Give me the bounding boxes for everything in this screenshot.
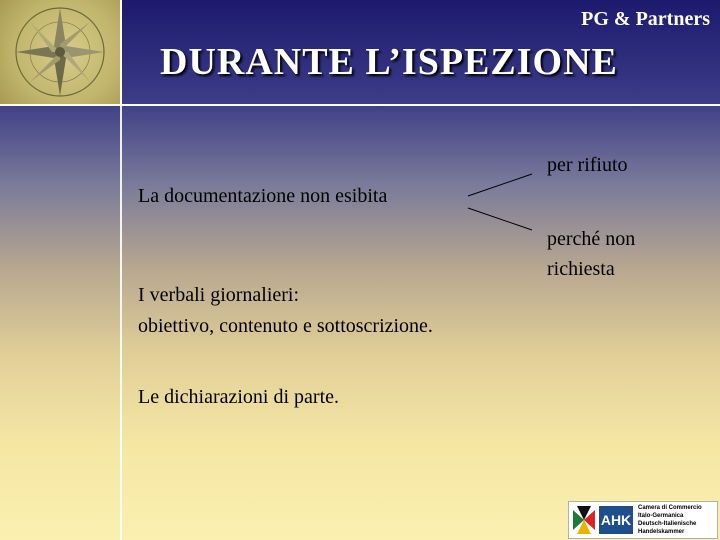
ahk-logo xyxy=(568,501,718,539)
left-divider xyxy=(120,104,122,540)
ahk-line: Italo-Germanica xyxy=(638,513,684,519)
branch-top-text: per rifiuto xyxy=(547,154,628,176)
item-verbali-line2: obiettivo, contenuto e sottoscrizione. xyxy=(138,315,433,337)
ahk-line: Deutsch-Italienische xyxy=(638,521,697,527)
compass-rose-icon xyxy=(0,0,120,104)
ahk-flag-icon xyxy=(571,504,597,536)
compass-logo xyxy=(0,0,122,104)
slide-title: DURANTE L’ISPEZIONE xyxy=(160,41,618,83)
item-documentation: La documentazione non esibita xyxy=(138,185,388,207)
header-divider xyxy=(0,104,720,106)
branch-connector xyxy=(466,170,536,234)
item-verbali-line1: I verbali giornalieri: xyxy=(138,284,300,306)
ahk-badge: AHK xyxy=(599,506,633,534)
ahk-line: Handelskammer xyxy=(638,529,685,535)
ahk-text xyxy=(638,504,702,536)
ahk-line: Camera di Commercio xyxy=(638,505,702,511)
branch-bottom-line2: richiesta xyxy=(547,258,615,280)
branch-bottom-line1: perché non xyxy=(547,228,636,250)
brand-name: PG & Partners xyxy=(581,8,710,30)
item-dichiarazioni: Le dichiarazioni di parte. xyxy=(138,386,340,408)
